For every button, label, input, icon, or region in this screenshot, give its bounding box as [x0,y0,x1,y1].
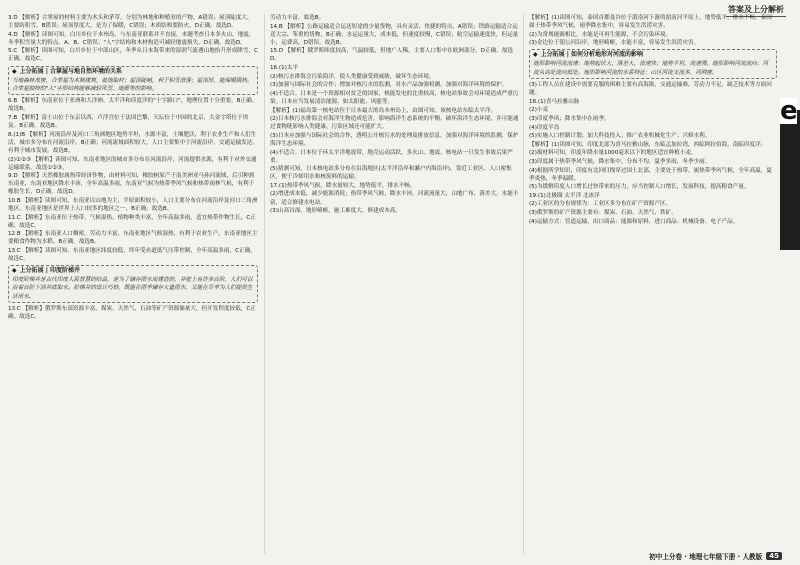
answer-paragraph: 13.C 【解析】俄罗斯东部资源丰富，煤炭、天然气、石油等矿产资源储量大，但开发程度较低，C正确。故选C。 [8,306,256,321]
page-edge-tab [780,110,800,250]
answer-paragraph: 3.D 【解析】合掌屋的材料主要为木头和茅草，分别为林地和种植业的产物，A错误；屋顶陡度大，主要防积雪，B错误；屋顶厚度大，是为了保暖，C错误；木质结构要防火，D正确。故选D。 [8,15,253,30]
extension-box [8,265,258,303]
answer-paragraph: 18.(1)喜马拉雅山脉 [529,98,580,105]
answer-paragraph: (2)为常规能源相比，水能是可再生能源，不会污染环境。 [529,31,672,38]
answer-paragraph: (2)揭材料可知，印度年降水量1000毫米以下的地区适宜种植小麦。 [529,150,697,157]
answer-paragraph: 11.C 【解析】东南亚位于热带，气候湿热，植物种类丰富，全年高温多雨，适宜热带作物生长，C正确。故选C。 [8,214,256,229]
answer-paragraph: (2)小麦 [529,107,549,114]
answer-paragraph: 【解析】(1)读图可知，泰国首都曼谷位于湄南河下游的湄南河平原上，地势低平，排水不畅，泰国属于热带季风气候，雨季降水集中，容易发生洪涝灾害。 [529,15,772,30]
answer-paragraph: (3)印度属于热带季风气候，降水集中，分布不均，夏季多雨，冬季少雨。 [529,159,711,165]
answer-paragraph: (3)加强与国际社会的合作；增加对核污水的监测，对水产品加强检测，加强对海洋环境的保护。 [270,82,508,89]
answer-paragraph: 9.D 【解析】天然橡胶属热带经济作物，由材料可知，橡胶树原产于南美洲亚马孙河流域，后引种到东南亚，东南亚地区降水丰沛，全年高温多雨，东南亚气候为热带季风气候和热带雨林气候，有利于橡胶生长，D正确。故选D。 [8,173,255,196]
lightbulb-icon: ◆ [533,51,538,59]
answer-paragraph: (4)不适合。日本位于环太平洋地震带，地壳运动活跃，多火山、地震，核电站一旦发生事故后果严重。 [270,149,513,164]
answer-paragraph: 【解析】(1)福岛第一核电站位于日本最大的岛本州岛上，由图可知，该核电站东临太平洋。 [270,107,497,114]
extension-box-title: ◆ 上分拓展 | 合掌屋与地自然环境的关系 [12,67,122,75]
answer-paragraph: 14.B 【解析】公路运输适合运送短途的少量货物，具有灵活、快捷的特点，A错误；铁路运输适合运送大宗、笨重的货物，B正确；水运运量大，成本低，但速度较慢，C错误；航空运输速度快，但运量小，运费高，D错误。故选B。 [270,23,519,46]
footer-label: 初中上分卷 · 地理七年级下册 · 人教版 [649,553,763,561]
extension-box-text: 地形影响河流流速：地势起伏大，落差大，流速快；地势平坦，流速慢。地形影响河流流向：河流从高处流向低处。地形影响河流的水系特征：山区河流支流多，河网密。 [533,61,768,76]
extension-box-title: ◆ 上分拓展 | 印度阶梯井 [12,267,80,275]
answer-paragraph: 5.C 【解析】读图可知，白川乡位于中部山区，冬季从日本海带来的湿润气流遇山地抬升形成降雪，C正确。故选C。 [8,48,258,63]
answer-section-tag: 答案及上分解析 [726,4,786,17]
answer-paragraph: (3)金边位于湄公河沿岸，地形崎岖，水能丰富，容易发生洪涝灾害。 [529,40,700,47]
answer-column-1 [8,14,258,322]
column-divider [264,14,265,554]
answer-column-2 [270,14,520,216]
lightbulb-icon: ◆ [12,267,17,275]
answer-paragraph: (3)工程人员在建设中需要克服的困难主要有高海拔，交通运输难，劳动力不足，缺乏技术等方面问题。 [529,82,772,97]
answer-paragraph: (2)日本核污水排海会对海洋生物造成危害，影响海洋生态系统的平衡，破坏海洋生态环境，并可能通过食物链影响人类健康，污染区域还可能扩大。 [270,116,519,131]
edge-letter: e [780,96,798,126]
answer-paragraph: 16.(1)太平 [270,65,299,72]
answer-paragraph: 10.B 【解析】读图可知，东南亚以山地为主，平原面积较小，人口主要分布在河流沿岸及河口三角洲地区，东南亚地区是世界上人口较多的地区之一，B正确。故选B。 [8,197,258,213]
answer-paragraph: (2)增进成本低，减少能源消耗；热带季风气候，降水丰沛，河流流量大，山地广布，落差大，水能丰富，适合修建水电站。 [270,191,519,206]
answer-paragraph: (4)根据所学知识，印度有北回归线穿过国土北部，主要处于热带，属热带季风气候，全年高温，夏季炎热，冬季温暖。 [529,167,772,182]
answer-paragraph: (2)①②③ 【解析】读图可知，东南亚地区的城市多分布在河流沿岸，河流提供水源，有利于对外交通运输联系。故选①②③。 [8,156,257,171]
lightbulb-icon: ◆ [12,67,17,75]
answer-paragraph: (3)山高谷深，地形崎岖，施工难度大，修建成本高。 [270,208,401,215]
answer-paragraph: (4)运输方式：管道运输，出口商品：能源和原料，进口商品：机械设备、电子产品。 [529,218,739,225]
answer-paragraph: (2)工业区的分布规律为：工业区多分布在矿产资源产区。 [529,201,672,208]
answer-paragraph: 6.B 【解析】东南亚位于亚洲和大洋洲、太平洋和印度洋的"十字路口"，地理位置十分重要，B正确。故选B。 [8,98,258,113]
answer-paragraph: (4)印度半岛 [529,124,560,131]
answer-paragraph: (3)印度季风；降水集中在雨季。 [529,116,610,123]
answer-paragraph: (3)俄罗斯的矿产资源主要有：煤炭、石油、天然气、铁矿。 [529,210,677,217]
answer-column-3 [529,14,777,226]
extension-box-title: ◆ 上分拓展 | 如何分析地形对河流的影响 [533,51,643,59]
extension-box [529,49,777,79]
answer-paragraph: (5)猜测可知，日本核电站多分布在沿海地区(太平洋沿岸和濑户内海沿岸)，靠近工业区、人口密集区，便于冷却用水和核废料的运输。 [270,166,512,181]
extension-box-text: 当地森林茂密，合掌屋为木制建筑，就地取材；屋顶陡峭，利于积雪滑落；屋顶厚，能保暖隔热。合掌屋独特的"人"字形结构能够减轻风雪、地震等的影响。 [12,77,253,92]
column-divider [523,14,524,554]
answer-paragraph: (2)核污水排海会污染海洋，使人类健康受到威胁，破坏生态环境。 [270,73,435,80]
extension-box [8,66,258,96]
answer-paragraph: 劳动力丰富。故选B。 [270,15,325,21]
answer-paragraph: 17.(1)热带季风气候，降水量较大，地势低平，排水不畅。 [270,182,416,189]
answer-paragraph: 4.D 【解析】读图可知，白川乡位于本州岛，与东南亚联系并不直接，本题考查日本多火山、地震，冬季积雪量大的特点。A、B、C错误；"人"字结构和木材构造可减轻地震损失，D正确。故选D。 [8,31,255,46]
answer-paragraph: 【解析】(1)读图可知，印度北部为喜马拉雅山脉，东临孟加拉湾，西临阿拉伯海，南临印度洋。 [529,141,767,148]
answer-paragraph: 8.(1)B 【解析】河流沿岸及河口三角洲地区地势平坦，水源丰富，土壤肥沃，利于农业生产和人们生活，城市多分布在河流沿岸，B正确；河流流域面积较大，人口主要集中于河流沿岸，交通运输发达，有利于城市发展。故选B。 [8,131,258,154]
answer-paragraph: 19.(1)北极圈 太平洋 北冰洋 [529,192,600,199]
answer-paragraph: 12.B 【解析】东南亚人口稠密，劳动力丰富，东南亚地区气候湿热，有利于农业生产，东南亚地区主要粮食作物为水稻。B正确。故选B。 [8,231,258,246]
answer-paragraph: (4)不适合。日本是一个资源相对贫乏的国家，核能发电的比重较高，核电站事故会对环境造成严重污染。日本应当发展清洁能源，如太阳能、风能等。 [270,90,519,105]
answer-paragraph: 13.C 【解析】读图可知，东南亚地区纬度较低，终年受赤道低气压带控制，全年高温多雨，C正确。故选C。 [8,248,256,263]
page-footer [649,551,782,561]
answer-paragraph: (3)日本应加强与国际社会的合作，透明公开核污水的处理及排放信息，加强对海洋环境的监测，保护海洋生态环境。 [270,132,519,147]
answer-paragraph: 15.D 【解析】俄罗斯纬度较高，气温较低，但地广人稀，主要人口集中在欧洲部分，D正确。故选D。 [270,48,514,63]
extension-box-text: 印度阶梯井是古代印度人民智慧的结晶，是为了储存雨水而建造的，井壁上有许多台阶，人们可以沿着台阶下到井底取水。阶梯井的设计巧妙，既能在雨季储存大量雨水，又能在旱季为人们提供生活用水。 [12,277,253,300]
page-number: 45 [766,552,782,560]
answer-paragraph: 7.B 【解析】富士山位于东京以西，卢浮宫位于法国巴黎，天坛位于中国的北京，大金字塔位于埃及。B正确。故选B。 [8,115,249,130]
answer-paragraph: (5)实施人口控制计划；加大科技投入；推广农业机械化生产；兴修水利。 [529,133,711,140]
answer-paragraph: (5)为缓解印度人口增长过快带来的压力，应当控制人口增长，发展科技，提高粮食产量。 [529,184,750,191]
